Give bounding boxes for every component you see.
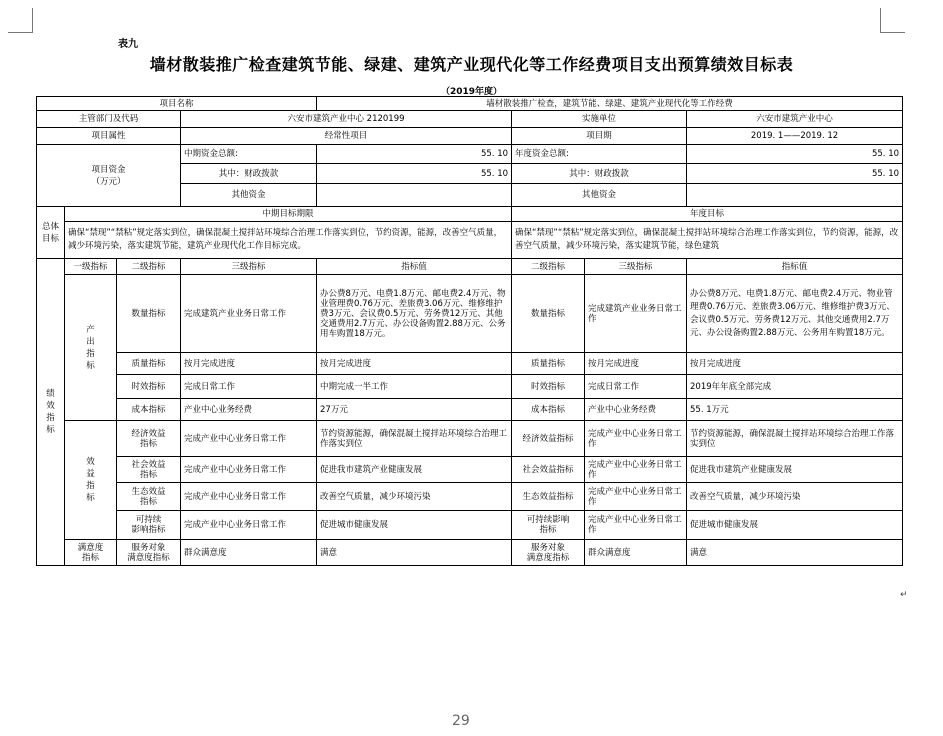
row-level2: 可持续 影响指标 xyxy=(117,511,181,540)
crop-mark-top-right xyxy=(880,8,905,33)
project-name-value: 墙材散装推广检查，建筑节能、绿建、建筑产业现代化等工作经费 xyxy=(317,97,903,111)
mid-goal-text: 确保“禁现”“禁粘”规定落实到位，确保混凝土搅拌站环境综合治理工作落实到位，节约资源，能源，改善空气质量，减少环境污染，落实建筑节能，建筑产业现代化工作目标完成。 xyxy=(65,222,512,259)
row-level3: 群众满意度 xyxy=(181,540,317,566)
row-level2-year: 可持续影响 指标 xyxy=(512,511,585,540)
paragraph-return-mark: ↵ xyxy=(900,590,908,600)
row-value: 节约资源能源，确保混凝土搅拌站环境综合治理工作落实到位 xyxy=(317,421,512,457)
document-title: 墙材散装推广检查建筑节能、绿建、建筑产业现代化等工作经费项目支出预算绩效目标表 xyxy=(149,55,794,74)
row-level2-year: 质量指标 xyxy=(512,353,585,375)
row-level2-year: 经济效益指标 xyxy=(512,421,585,457)
row-value: 改善空气质量，减少环境污染 xyxy=(317,483,512,511)
impl-value: 六安市建筑产业中心 xyxy=(687,111,903,128)
row-level2-year: 时效指标 xyxy=(512,375,585,399)
row-value-year: 促进我市建筑产业健康发展 xyxy=(687,457,903,483)
row-value: 办公费8万元、电费1.8万元、邮电费2.4万元、物业管理费0.76万元、差旅费3.06万元、维修维护费3万元、会议费0.5万元、劳务费12万元、其他交通费用2.7万元、办公设备购置2.88万元、公务用车购置18万元。 xyxy=(317,275,512,353)
row-level3: 完成产业中心业务日常工作 xyxy=(181,457,317,483)
document-year: （2019年度） xyxy=(440,87,503,97)
row-value-year: 促进城市健康发展 xyxy=(687,511,903,540)
row-value-year: 满意 xyxy=(687,540,903,566)
col-header-level3-year: 三级指标 xyxy=(585,259,687,275)
row-value-year: 55. 1万元 xyxy=(687,399,903,421)
row-level3: 完成日常工作 xyxy=(181,375,317,399)
row-level3-year: 完成日常工作 xyxy=(585,375,687,399)
row-level3-year: 完成产业中心业务日常工作 xyxy=(585,421,687,457)
period-label: 项目期 xyxy=(512,128,687,145)
row-level3-year: 完成产业中心业务日常工作 xyxy=(585,457,687,483)
attr-label: 项目属性 xyxy=(37,128,181,145)
page-number: 29 xyxy=(452,713,470,729)
row-value: 按月完成进度 xyxy=(317,353,512,375)
col-header-value: 指标值 xyxy=(317,259,512,275)
row-level2: 经济效益 指标 xyxy=(117,421,181,457)
row-level2-year: 数量指标 xyxy=(512,275,585,353)
row-level3-year: 群众满意度 xyxy=(585,540,687,566)
performance-target-table xyxy=(36,96,903,566)
period-value: 2019. 1——2019. 12 xyxy=(687,128,903,145)
mid-total-label: 中期资金总额: xyxy=(181,145,317,164)
row-value: 27万元 xyxy=(317,399,512,421)
row-value: 促进城市健康发展 xyxy=(317,511,512,540)
overall-goal-label: 总体 目标 xyxy=(37,207,65,259)
table-number: 表九 xyxy=(118,39,138,50)
year-other-value xyxy=(687,184,903,207)
row-level2: 数量指标 xyxy=(117,275,181,353)
row-value-year: 2019年年底全部完成 xyxy=(687,375,903,399)
col-header-level2: 二级指标 xyxy=(117,259,181,275)
row-level3: 产业中心业务经费 xyxy=(181,399,317,421)
mid-fiscal-label: 其中：财政拨款 xyxy=(181,164,317,184)
row-level3: 完成产业中心业务日常工作 xyxy=(181,483,317,511)
row-value: 促进我市建筑产业健康发展 xyxy=(317,457,512,483)
attr-value: 经常性项目 xyxy=(181,128,512,145)
output-indicator-label: 产 出 指 标 xyxy=(65,275,117,421)
row-level2-year: 社会效益指标 xyxy=(512,457,585,483)
year-goal-header: 年度目标 xyxy=(512,207,903,222)
row-level3-year: 产业中心业务经费 xyxy=(585,399,687,421)
row-level3-year: 完成建筑产业业务日常工作 xyxy=(585,275,687,353)
row-level3: 完成产业中心业务日常工作 xyxy=(181,511,317,540)
row-level3: 完成建筑产业业务日常工作 xyxy=(181,275,317,353)
row-value-year: 办公费8万元、电费1.8万元、邮电费2.4万元、物业管理费0.76万元、差旅费3.06万元、维修维护费3万元、会议费0.5万元、劳务费12万元、其他交通费用2.7万元、办公设备购置2.88万元、公务用车购置18万元。 xyxy=(687,275,903,353)
col-header-level1: 一级指标 xyxy=(65,259,117,275)
perf-indicator-label: 绩 效 指 标 xyxy=(37,259,65,566)
row-value-year: 改善空气质量，减少环境污染 xyxy=(687,483,903,511)
row-level2: 成本指标 xyxy=(117,399,181,421)
funds-label: 项目资金 （万元） xyxy=(37,145,181,207)
row-level3-year: 完成产业中心业务日常工作 xyxy=(585,511,687,540)
mid-other-label: 其他资金 xyxy=(181,184,317,207)
row-value: 中期完成一半工作 xyxy=(317,375,512,399)
mid-fiscal-value: 55. 10 xyxy=(317,164,512,184)
col-header-value-year: 指标值 xyxy=(687,259,903,275)
row-level2: 服务对象 满意度指标 xyxy=(117,540,181,566)
year-fiscal-label: 其中：财政拨款 xyxy=(512,164,687,184)
mid-total-value: 55. 10 xyxy=(317,145,512,164)
satisfaction-indicator-label: 满意度 指标 xyxy=(65,540,117,566)
impl-label: 实施单位 xyxy=(512,111,687,128)
year-total-value: 55. 10 xyxy=(687,145,903,164)
row-value-year: 节约资源能源，确保混凝土搅拌站环境综合治理工作落实到位 xyxy=(687,421,903,457)
row-level3: 按月完成进度 xyxy=(181,353,317,375)
row-level2-year: 成本指标 xyxy=(512,399,585,421)
col-header-level3: 三级指标 xyxy=(181,259,317,275)
row-level3-year: 按月完成进度 xyxy=(585,353,687,375)
col-header-level2-year: 二级指标 xyxy=(512,259,585,275)
row-level2: 生态效益 指标 xyxy=(117,483,181,511)
row-level2: 时效指标 xyxy=(117,375,181,399)
row-level2-year: 生态效益指标 xyxy=(512,483,585,511)
year-goal-text: 确保“禁现”“禁粘”规定落实到位，确保混凝土搅拌站环境综合治理工作落实到位，节约资源，能源，改善空气质量，减少环境污染，落实建筑节能，绿色建筑 xyxy=(512,222,903,259)
row-level3-year: 完成产业中心业务日常工作 xyxy=(585,483,687,511)
project-name-label: 项目名称 xyxy=(37,97,317,111)
row-level2: 质量指标 xyxy=(117,353,181,375)
row-level3: 完成产业中心业务日常工作 xyxy=(181,421,317,457)
mid-other-value xyxy=(317,184,512,207)
year-other-label: 其他资金 xyxy=(512,184,687,207)
row-value: 满意 xyxy=(317,540,512,566)
row-level2: 社会效益 指标 xyxy=(117,457,181,483)
mid-goal-header: 中期目标期限 xyxy=(65,207,512,222)
crop-mark-top-left xyxy=(8,8,33,33)
year-total-label: 年度资金总额: xyxy=(512,145,687,164)
year-fiscal-value: 55. 10 xyxy=(687,164,903,184)
row-value-year: 按月完成进度 xyxy=(687,353,903,375)
dept-value: 六安市建筑产业中心 2120199 xyxy=(181,111,512,128)
row-level2-year: 服务对象 满意度指标 xyxy=(512,540,585,566)
effect-indicator-label: 效 益 指 标 xyxy=(65,421,117,540)
dept-label: 主管部门及代码 xyxy=(37,111,181,128)
